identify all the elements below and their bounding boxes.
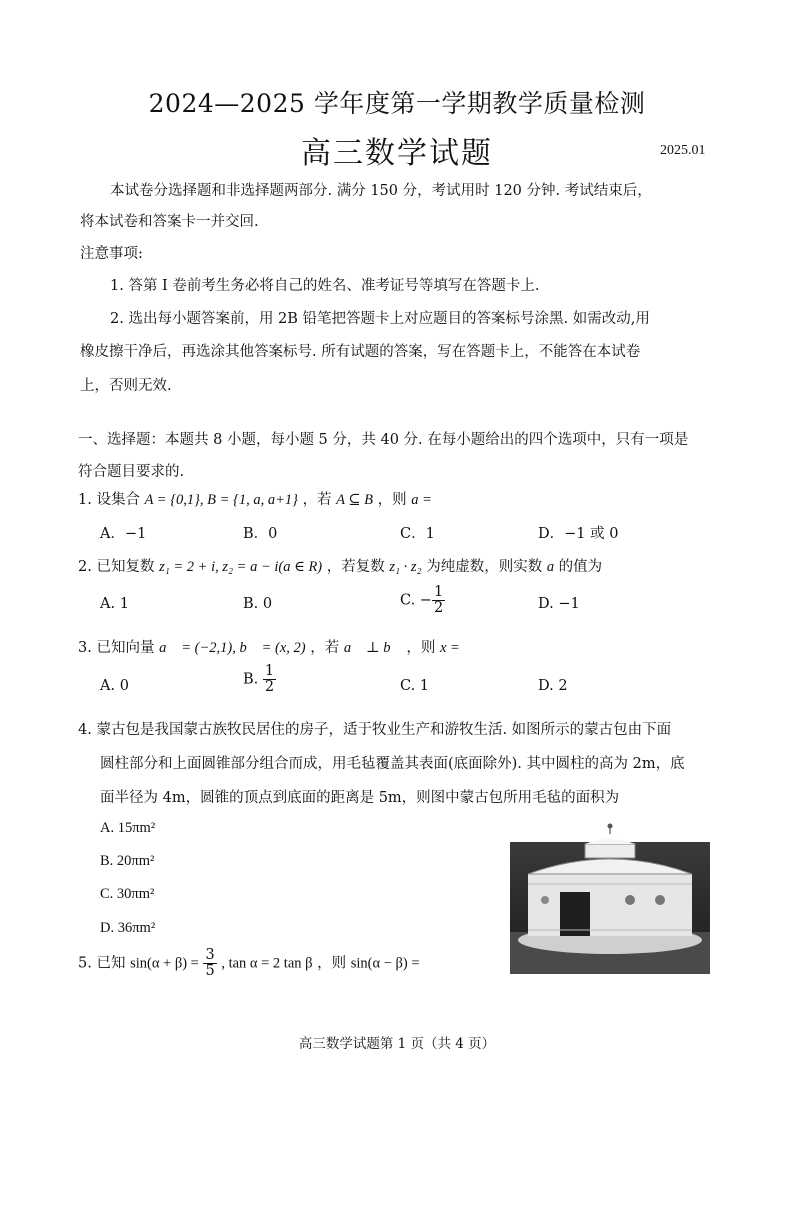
note-item-2-line-2: 橡皮擦干净后，再选涂其他答案标号. 所有试题的答案，写在答题卡上，不能答在本试卷 <box>80 344 641 360</box>
q5-prefix: 5. 已知 <box>78 955 126 972</box>
q4-line-2: 圆柱部分和上面圆锥部分组合而成，用毛毡覆盖其表面(底面除外). 其中圆柱的高为 2m，底 <box>100 756 685 772</box>
q1-option-c: C．1 <box>400 526 435 542</box>
q5-lhs: sin(α + β) = <box>130 955 199 972</box>
q1-option-b: B．0 <box>243 526 278 542</box>
page-footer: 高三数学试题第 1 页（共 4 页） <box>298 1036 496 1052</box>
q5-ask: sin(α − β) = <box>350 955 420 972</box>
q3-option-b <box>243 664 276 695</box>
q3-option-b-label: B. <box>243 671 259 688</box>
q4-option-d: D. 36πm² <box>100 920 156 936</box>
q2-option-d: D. −1 <box>538 596 580 612</box>
q1-option-a: A．−1 <box>100 526 147 542</box>
q5-denominator: 5 <box>205 963 215 980</box>
question-3 <box>78 636 460 657</box>
intro-line-1: 本试卷分选择题和非选择题两部分. 满分 150 分，考试用时 120 分钟. 考试结束后， <box>110 183 652 199</box>
question-5 <box>78 948 420 979</box>
question-2 <box>78 555 602 576</box>
q3-end: ，则 <box>406 640 436 656</box>
q4-line-3: 面半径为 4m，圆锥的顶点到底面的距离是 5m，则图中蒙古包所用毛毡的面积为 <box>100 790 620 806</box>
exam-date: 2025.01 <box>660 143 706 158</box>
q2-option-a: A. 1 <box>100 596 129 612</box>
q2-option-c <box>400 585 445 616</box>
q3-option-c: C. 1 <box>400 678 430 694</box>
q5-end: ，则 <box>317 955 347 972</box>
note-item-2-line-3: 上，否则无效. <box>80 378 172 394</box>
q2-tail: 的值为 <box>558 559 603 575</box>
q1-subset-condition: A ⊆ B <box>336 492 374 508</box>
q2-option-c-numerator: 1 <box>433 584 444 600</box>
q1-sets-expression: A = {0,1}, B = {1, a, a+1} <box>144 492 298 508</box>
q2-product: z₁ · z₂ <box>389 559 422 575</box>
q3-option-b-fraction <box>263 664 276 695</box>
q4-option-a: A. 15πm² <box>100 820 156 836</box>
q4-line-1: 4. 蒙古包是我国蒙古族牧民居住的房子，适于牧业生产和游牧生活. 如图所示的蒙古包由下面 <box>78 722 672 738</box>
q5-tan-relation: , tan α = 2 tan β <box>221 955 313 972</box>
q3-option-b-numerator: 1 <box>264 663 275 679</box>
q3-option-b-denominator: 2 <box>264 679 275 696</box>
note-item-1: 1. 答第 I 卷前考生务必将自己的姓名、准考证号等填写在答题卡上. <box>110 278 540 294</box>
q3-perpendicular-condition: a⃗ ⊥ b⃗ <box>343 640 402 656</box>
q1-option-d: D．−1 或 0 <box>538 526 619 542</box>
q4-option-c: C. 30πm² <box>100 886 155 902</box>
q4-option-b: B. 20πm² <box>100 853 155 869</box>
q5-numerator: 3 <box>205 947 215 963</box>
page-title: 2024—2025 学年度第一学期教学质量检测 <box>148 89 646 118</box>
q1-mid: ，若 <box>302 492 332 508</box>
q3-prefix: 3. 已知向量 <box>78 640 155 656</box>
q1-ask: a = <box>411 492 432 508</box>
exam-subtitle: 高三数学试题 <box>301 136 493 171</box>
q2-complex-expression: z₁ = 2 + i, z₂ = a − i(a ∈ R) <box>159 559 323 575</box>
q2-prefix: 2. 已知复数 <box>78 559 155 575</box>
q2-option-c-fraction <box>432 585 445 616</box>
q3-vector-expression: a⃗ = (−2,1), b⃗ = (x, 2) <box>159 640 306 656</box>
q3-ask: x = <box>440 640 460 656</box>
q2-option-b: B. 0 <box>243 596 273 612</box>
q2-end: 为纯虚数，则实数 <box>426 559 543 575</box>
q2-option-c-denominator: 2 <box>433 600 444 617</box>
note-item-2-line-1: 2. 选出每小题答案前，用 2B 铅笔把答题卡上对应题目的答案标号涂黑. 如需改动,用 <box>110 311 650 327</box>
intro-line-2: 将本试卷和答案卡一并交回. <box>80 214 259 230</box>
q3-option-d: D. 2 <box>538 678 568 694</box>
q1-prefix: 1. 设集合 <box>78 492 140 508</box>
yurt-photo <box>510 822 710 974</box>
q3-option-a: A. 0 <box>100 678 129 694</box>
notes-heading: 注意事项: <box>80 246 143 262</box>
q2-mid: ，若复数 <box>326 559 385 575</box>
q5-fraction <box>203 948 216 979</box>
q1-end: ，则 <box>377 492 407 508</box>
q2-variable: a <box>546 559 555 575</box>
question-1 <box>78 488 432 509</box>
section-heading-line-1: 一、选择题：本题共 8 小题，每小题 5 分，共 40 分. 在每小题给出的四个选项中，只有一项是 <box>78 432 689 448</box>
q2-option-c-label: C. − <box>400 592 432 609</box>
q3-mid: ，若 <box>310 640 340 656</box>
section-heading-line-2: 符合题目要求的. <box>78 464 185 480</box>
